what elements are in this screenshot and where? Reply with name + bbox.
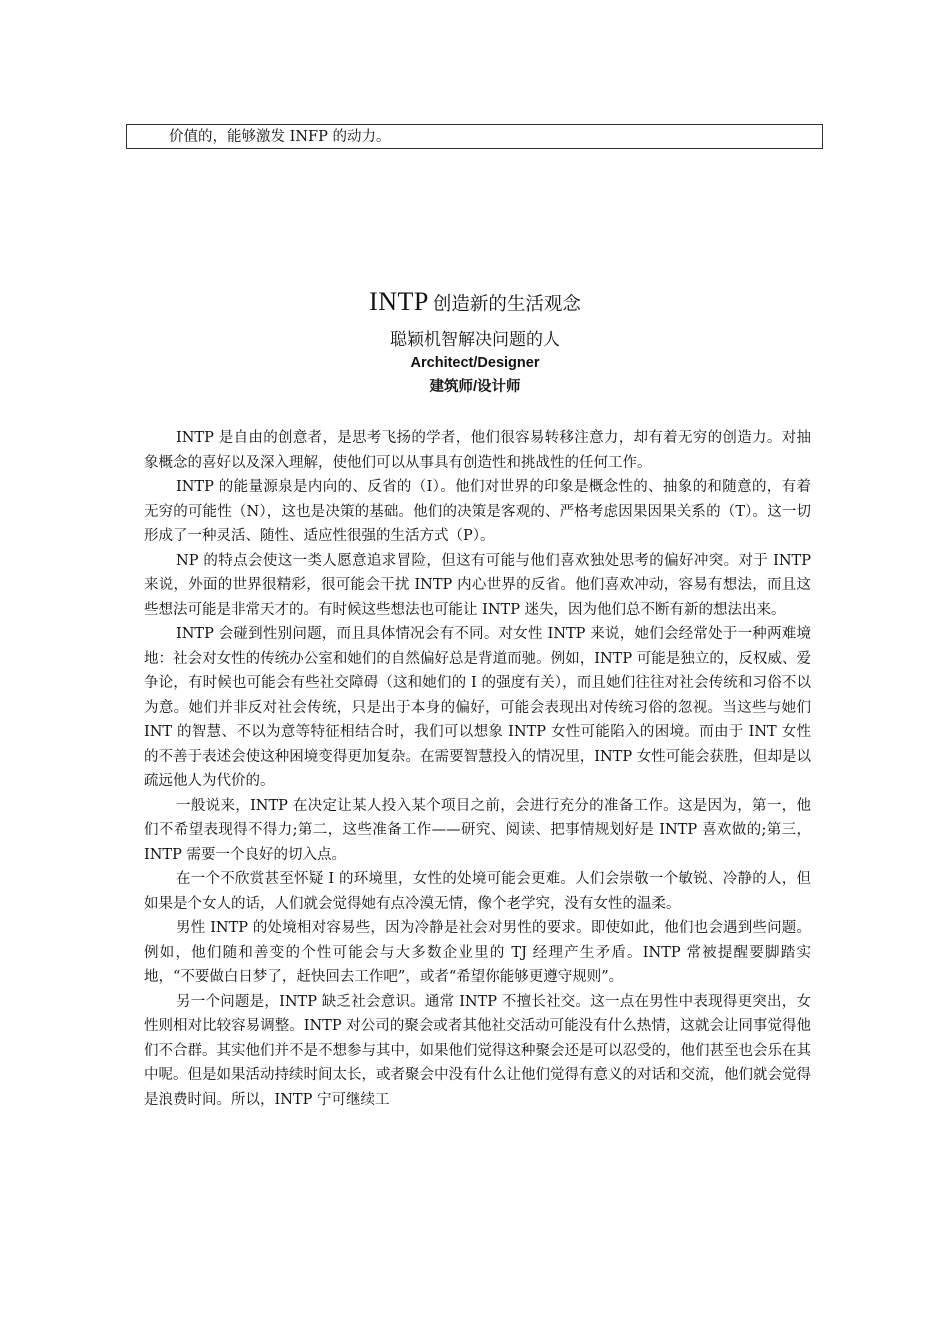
title-text: 创造新的生活观念 [432, 294, 581, 315]
role-chinese: 建筑师/设计师 [429, 379, 521, 395]
paragraph: 一般说来，INTP 在决定让某人投入某个项目之前，会进行充分的准备工作。这是因为，第一，他们不希望表现得不得力;第二，这些准备工作——研究、阅读、把事情规划好是 INTP 喜欢做的;第三，INTP 需要一个良好的切入点。 [144, 797, 811, 863]
paragraph: NP 的特点会使这一类人愿意追求冒险，但这有可能与他们喜欢独处思考的偏好冲突。对于 INTP 来说，外面的世界很精彩，很可能会干扰 INTP 内心世界的反省。他们喜欢冲动，容易有想法，而且这些想法可能是非常天才的。有时候这些想法也可能让 INTP 迷失，因为他们总不断有新的想法出来。 [144, 552, 811, 618]
paragraph: INTP 会碰到性别问题，而且具体情况会有不同。对女性 INTP 来说，她们会经常处于一种两难境地：社会对女性的传统办公室和她们的自然偏好总是背道而驰。例如，INTP 可能是独立的，反权威、爱争论，有时候也可能会有些社交障碍（这和她们的 I 的强度有关），而且她们往往对社会传统和习俗不以为意。她们并非反对社会传统，只是出于本身的偏好，可能会表现出对传统习俗的忽视。当这些与她们 INT 的智慧、不以为意等特征相结合时，我们可以想象 INTP 女性可能陷入的困境。而由于 INT 女性的不善于表述会使这种困境变得更加复杂。在需要智慧投入的情况里，INTP 女性可能会获胜，但却是以疏远他人为代价的。 [144, 626, 811, 789]
subtitle: 聪颖机智解决问题的人 [390, 330, 560, 350]
paragraph: INTP 的能量源泉是内向的、反省的（I）。他们对世界的印象是概念性的、抽象的和随意的，有着无穷的可能性（N），这也是决策的基础。他们的决策是客观的、严格考虑因果因果关系的（T）。这一切形成了一种灵活、随性、适应性很强的生活方式（P）。 [144, 479, 811, 544]
continuation-text: 价值的，能够激发 INFP 的动力。 [169, 129, 391, 145]
role-english: Architect/Designer [410, 355, 540, 371]
continuation-box [126, 124, 823, 149]
paragraph: 在一个不欣赏甚至怀疑 I 的环境里，女性的处境可能会更难。人们会崇敬一个敏锐、冷静的人，但如果是个女人的话，人们就会觉得她有点冷漠无情，像个老学究，没有女性的温柔。 [144, 871, 811, 912]
type-code: INTP [369, 287, 429, 316]
paragraph: INTP 是自由的创意者，是思考飞扬的学者，他们很容易转移注意力，却有着无穷的创造力。对抽象概念的喜好以及深入理解，使他们可以从事具有创造性和挑战性的任何工作。 [144, 430, 811, 471]
page-title [0, 287, 950, 320]
paragraph: 男性 INTP 的处境相对容易些，因为冷静是社会对男性的要求。即使如此，他们也会遇到些问题。例如，他们随和善变的个性可能会与大多数企业里的 TJ 经理产生矛盾。INTP 常被提醒要脚踏实地，“不要做白日梦了，赶快回去工作吧”，或者“希望你能够更遵守规则”。 [144, 920, 811, 985]
article-body [144, 426, 811, 1112]
paragraph: 另一个问题是，INTP 缺乏社会意识。通常 INTP 不擅长社交。这一点在男性中表现得更突出，女性则相对比较容易调整。INTP 对公司的聚会或者其他社交活动可能没有什么热情，这就会让同事觉得他们不合群。其实他们并不是不想参与其中，如果他们觉得这种聚会还是可以忍受的，他们甚至也会乐在其中呢。但是如果活动持续时间太长，或者聚会中没有什么让他们觉得有意义的对话和交流，他们就会觉得是浪费时间。所以，INTP 宁可继续工 [144, 993, 811, 1108]
